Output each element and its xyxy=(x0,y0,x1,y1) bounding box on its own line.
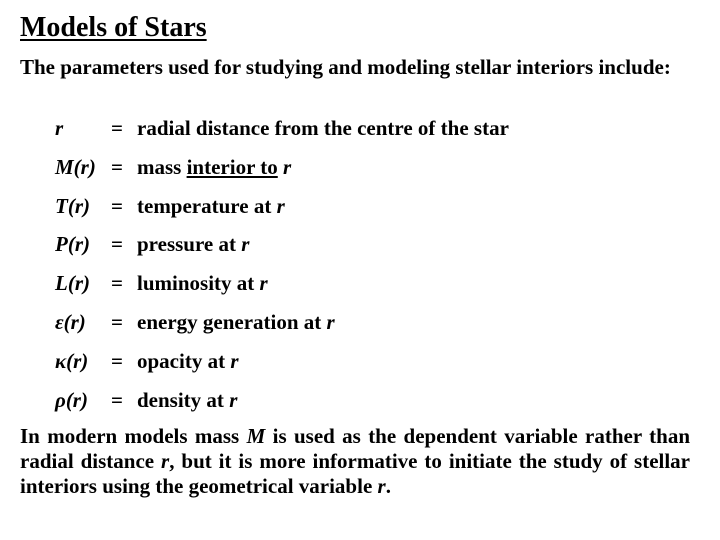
equals-sign: = xyxy=(111,271,123,295)
symbol: ρ(r) xyxy=(55,388,88,412)
description-text: pressure at xyxy=(137,232,236,256)
variable: r xyxy=(229,388,238,412)
symbol: L(r) xyxy=(55,271,90,295)
description: radial distance from the centre of the star xyxy=(137,116,509,140)
variable: r xyxy=(276,194,285,218)
description-text: luminosity at xyxy=(137,271,255,295)
symbol: P(r) xyxy=(55,232,90,256)
symbol: r xyxy=(55,116,64,140)
equals-sign: = xyxy=(111,194,123,218)
equals-sign: = xyxy=(111,232,123,256)
description xyxy=(137,152,291,182)
variable-r: r xyxy=(377,474,386,498)
underlined-text: interior to xyxy=(186,155,278,179)
variable: r xyxy=(241,232,250,256)
description-text: energy generation at xyxy=(137,310,322,334)
description xyxy=(137,268,268,298)
description xyxy=(137,191,285,221)
closing-text: In modern models mass xyxy=(20,424,240,448)
description-text: mass xyxy=(137,155,182,179)
equals-sign: = xyxy=(111,116,123,140)
description-text: opacity at xyxy=(137,349,226,373)
variable: r xyxy=(230,349,239,373)
variable: r xyxy=(326,310,335,334)
variable-m: M xyxy=(246,424,266,448)
equals-sign: = xyxy=(111,349,123,373)
closing-text: , but it is more informative to initiate the study of stellar interiors using the geometrical variable xyxy=(20,449,691,498)
description xyxy=(137,307,335,337)
variable-r: r xyxy=(161,449,170,473)
closing-text: . xyxy=(385,474,391,498)
description-text: temperature at xyxy=(137,194,272,218)
description xyxy=(137,229,249,259)
description-text: density at xyxy=(137,388,224,412)
symbol: M(r) xyxy=(55,155,96,179)
symbol: T(r) xyxy=(55,194,90,218)
variable: r xyxy=(283,155,292,179)
equals-sign: = xyxy=(111,155,123,179)
description xyxy=(137,385,237,415)
page-title: Models of Stars xyxy=(20,12,207,43)
equals-sign: = xyxy=(111,310,123,334)
intro-paragraph: The parameters used for studying and modeling stellar interiors include: xyxy=(20,55,671,79)
equals-sign: = xyxy=(111,388,123,412)
closing-paragraph xyxy=(20,424,690,499)
variable: r xyxy=(259,271,268,295)
description xyxy=(137,346,239,376)
symbol: κ(r) xyxy=(55,349,89,373)
closing-text: is used as the dependent variable rather than radial distance xyxy=(20,424,691,473)
symbol: ε(r) xyxy=(55,310,86,334)
